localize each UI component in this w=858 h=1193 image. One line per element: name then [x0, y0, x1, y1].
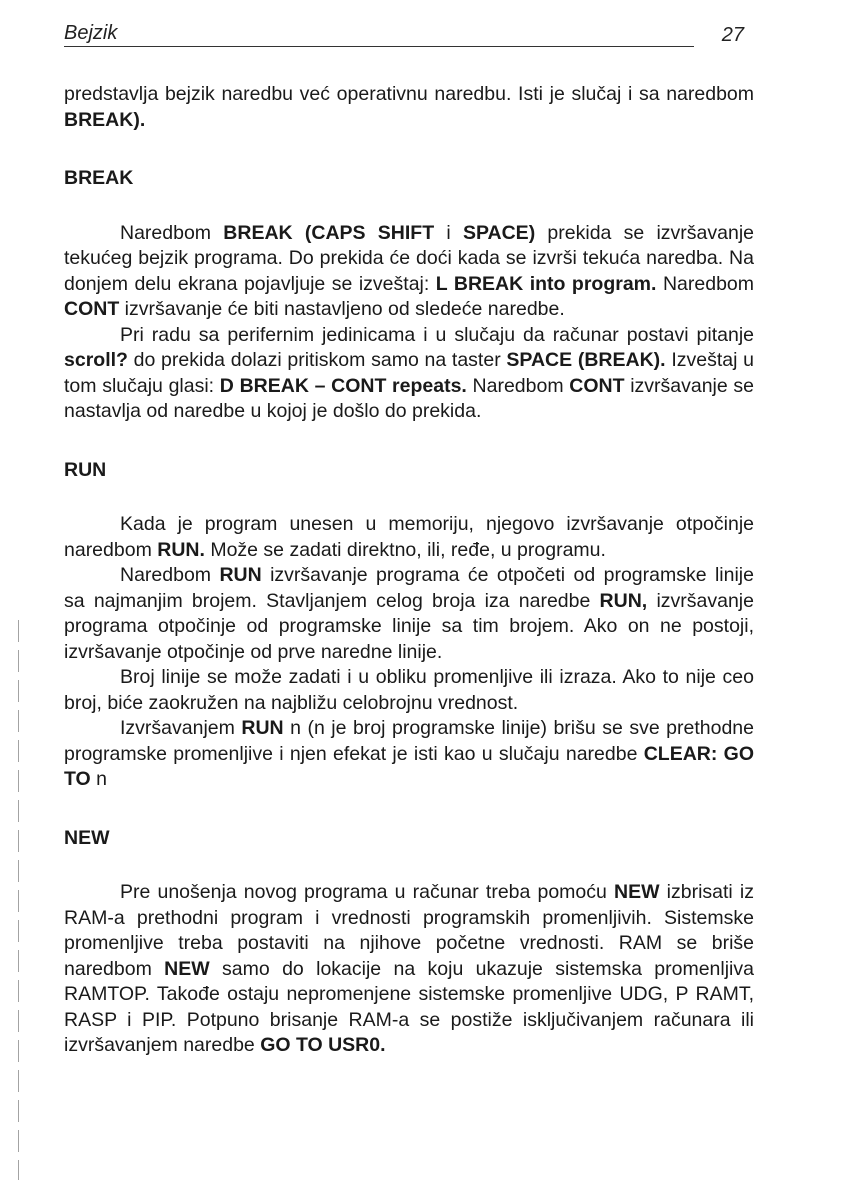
run-paragraph-2: Naredbom RUN izvršavanje programa će otpočeti od programske linije sa najmanjim brojem. Stavljanjem celog broja iza naredbe RUN, izvršavanje programa otpočinje od programske linije sa tim brojem. Ako on ne postoji, izvršavanje otpočinje od prve naredne linije.: [64, 564, 754, 663]
page-number: 27: [721, 24, 744, 46]
header-rule: [64, 46, 694, 47]
heading-new: NEW: [64, 826, 110, 849]
running-title: Bejzik: [64, 22, 118, 44]
heading-run: RUN: [64, 458, 107, 481]
page-body: [64, 82, 754, 1059]
binding-edge-mark: [18, 620, 19, 1180]
run-paragraph-4: Izvršavanjem RUN n (n je broj programske linije) brišu se sve prethodne programske promenljive i njen efekat je isti kao u slučaju naredbe CLEAR: GO TO n: [64, 717, 755, 790]
running-header: [64, 20, 750, 50]
break-paragraph-2: Pri radu sa perifernim jedinicama i u slučaju da računar postavi pitanje scroll? do prekida dolazi pritiskom samo na taster SPACE (BREAK). Izveštaj u tom slučaju glasi: D BREAK – CONT repeats. Naredbom CONT izvršavanje se nastavlja od naredbe u kojoj je došlo do prekida.: [64, 323, 755, 422]
run-paragraph-1: Kada je program unesen u memoriju, njegovo izvršavanje otpočinje naredbom RUN. Može se zadati direktno, ili, ređe, u programu.: [64, 513, 754, 561]
intro-paragraph: predstavlja bejzik naredbu već operativnu naredbu. Isti je slučaj i sa naredbom BREAK).: [64, 83, 754, 131]
break-paragraph-1: Naredbom BREAK (CAPS SHIFT i SPACE) prekida se izvršavanje tekućeg bejzik programa. Do prekida će doći kada se izvrši tekuća naredba. Na donjem delu ekrana pojavljuje se izveštaj: L BREAK into program. Naredbom CONT izvršavanje će biti nastavljeno od sledeće naredbe.: [64, 221, 755, 320]
run-paragraph-3: Broj linije se može zadati i u obliku promenljive ili izraza. Ako to nije ceo broj, biće zaokružen na najbližu celobrojnu vrednost.: [64, 666, 754, 714]
new-paragraph-1: Pre unošenja novog programa u računar treba pomoću NEW izbrisati iz RAM-a prethodni program i vrednosti programskih promenljivih. Sistemske promenljive treba postaviti na njihove početne vrednosti. RAM se briše naredbom NEW samo do lokacije na koju ukazuje sistemska promenljiva RAMTOP. Takođe ostaju nepromenjene sistemske promenljive UDG, P RAMT, RASP i PIP. Potpuno brisanje RAM-a se postiže isključivanjem računara ili izvršavanjem naredbe GO TO USR0.: [64, 881, 754, 1056]
heading-break: BREAK: [64, 167, 134, 189]
